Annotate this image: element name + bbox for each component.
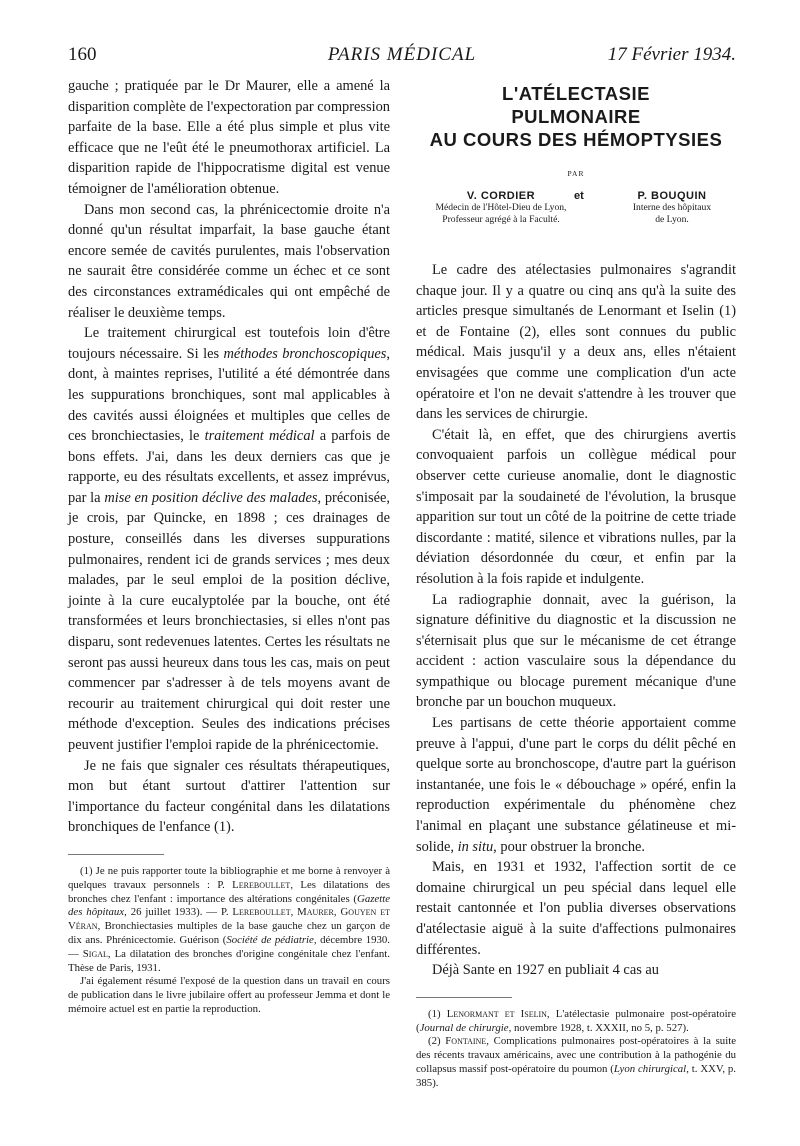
issue-date: 17 Février 1934. — [607, 44, 736, 65]
title-line-2: PULMONAIRE — [511, 106, 641, 127]
author-cordier — [416, 190, 586, 226]
left-paragraph-1: gauche ; pratiquée par le Dr Maurer, elle a amené la disparition complète de l'expectoration par compression parfaite de la base. Elle a été plus simple et plus vite efficace que ne l'eût été le pneumothorax artificiel. La disparition rapide de l'hippocratisme digital est venue témoigner de l'amélioration obtenue. — [68, 78, 390, 197]
text-run: , Complications pulmonaires post-opératoires à la suite des récents travaux américains, avec une contribution à la pathogénie du collapsus massif post-opératoire du poumon ( — [416, 1035, 736, 1075]
text-run: , préconisée, je crois, par Quincke, en 1898 ; ces drainages de posture, conseillés dans les diverses suppurations pulmonaires, rendent ici de grands services ; mes deux malades, par le seul emploi de la position déclive, jointe à la cure eucalyptolée par la bouche, ont été transformées et leurs bronchiectasies, si elles n'ont pas disparu, sont redevenues latentes. Certes les résultats ne seront pas aussi heureux dans tous les cas, mais on peut commencer par s'adresser à de tels moyens avant de recourir au traitement chirurgical qui doit rester une méthode d'exception. Seules des indications précises peuvent justifier l'emploi rapide de la phrénicectomie. — [68, 489, 390, 753]
author-bouquin — [608, 190, 736, 226]
text-run: , 26 juillet 1933). — — [124, 906, 222, 919]
authors-block — [416, 190, 736, 242]
left-paragraph-3 — [68, 323, 390, 755]
footnote-divider — [416, 997, 512, 998]
author-affiliation: Interne des hôpitaux — [632, 202, 712, 213]
smallcaps-run: Fontaine — [445, 1035, 487, 1048]
author-affiliation: de Lyon. — [655, 214, 689, 225]
right-paragraph-6: Déjà Sante en 1927 en publiait 4 cas au — [432, 962, 659, 979]
text-run: (2) — [428, 1035, 446, 1048]
text-run: (1) — [428, 1007, 447, 1020]
page-number: 160 — [68, 44, 97, 65]
running-header — [68, 44, 736, 70]
author-conjunction: et — [574, 190, 584, 202]
right-paragraph-5: Mais, en 1931 et 1932, l'affection sortit de ce domaine chirurgical un peu spécial dans lequel elle restait cantonnée et l'on publia diverses observations d'atélectasie aiguë à la suite d'affections pulmonaires différentes. — [416, 859, 736, 958]
right-footnote-2 — [416, 1035, 736, 1090]
italic-run: in situ — [457, 838, 494, 855]
smallcaps-run: P. Lereboullet, Maurer, Gouyen et Véran — [68, 906, 390, 933]
right-paragraph-1: Le cadre des atélectasies pulmonaires s'agrandit chaque jour. Il y a quatre ou cinq ans qu'à la suite des articles presque simultanés de Lenormant et Iselin (1) et de Fontaine (2), elles sont connues du public médical. Mais jusqu'il y a deux ans, elles n'étaient envisagées que comme une complication d'un acte opératoire et l'on ne devait s'attendre à les trouver que dans les services de chirurgie. — [416, 262, 736, 423]
left-paragraph-4: Je ne fais que signaler ces résultats thérapeutiques, mon but étant surtout d'attirer l'attention sur l'importance du facteur congénital dans les dilatations bronchiques de l'enfance (1). — [68, 757, 390, 836]
italic-run: mise en position déclive des malades — [104, 489, 318, 506]
smallcaps-run: P. Lereboullet — [217, 878, 291, 891]
text-run: (1) Je ne puis rapporter toute la bibliographie et me borne à renvoyer à quelques travaux personnels : — [68, 864, 390, 891]
footnote-divider — [68, 854, 164, 855]
left-footnote-2: J'ai également résumé l'exposé de la question dans un travail en cours de publication dans le livre jubilaire offert au professeur Jemma et dont le mémoire actuel est en partie la reproduction. — [68, 975, 390, 1015]
text-run: , Les dilatations des bronches chez l'enfant : importance des altérations congénitales ( — [68, 878, 390, 905]
right-column — [416, 76, 736, 1091]
italic-run: Journal de chirurgie — [419, 1021, 509, 1034]
text-run: , décembre 1930. — — [68, 933, 391, 960]
text-run: , La dilatation des bronches d'origine congénitale chez l'enfant. Thèse de Paris, 1931. — [68, 947, 390, 974]
author-affiliation: Médecin de l'Hôtel-Dieu de Lyon, — [435, 202, 567, 213]
text-run: , novembre 1928, t. XXXII, no 5, p. 527). — [508, 1021, 689, 1034]
author-name: V. CORDIER — [466, 190, 536, 202]
italic-run: méthodes bronchoscopiques — [223, 345, 387, 362]
journal-title: PARIS MÉDICAL — [327, 44, 477, 65]
text-run: , L'atélectasie pulmonaire post-opératoire ( — [416, 1007, 736, 1034]
title-line-1: L'ATÉLECTASIE — [502, 83, 650, 104]
article-body — [416, 260, 736, 981]
left-paragraph-2: Dans mon second cas, la phrénicectomie droite n'a donné qu'un résultat imparfait, la base gauche étant encore semée de cavités purulentes, mais l'observation ne saurait être considérée comme un échec et ce sont des circonstances extramédicales qui ont empêché de réaliser le deuxième temps. — [68, 201, 390, 321]
article-title — [416, 82, 736, 151]
author-affiliation: Professeur agrégé à la Faculté. — [442, 214, 560, 225]
text-run: Les partisans de cette théorie apportaient comme preuve à l'appui, d'une part le corps du délit pêché en quelque sorte au bronchoscope, d'autre part la guérison instantanée, une fois le « débouchage » opéré, enfin la reproduction expérimentale du phénomène chez l'animal en plaçant une substance gélatineuse et mi-solide, — [416, 715, 736, 855]
left-column — [68, 76, 390, 1017]
smallcaps-run: Lenormant et Iselin — [446, 1007, 547, 1020]
italic-run: Lyon chirurgical — [613, 1062, 687, 1075]
right-paragraph-2: C'était là, en effet, que des chirurgiens avertis convoquaient parfois un collègue médical pour observer cette curieuse anomalie, dont le diagnostic s'imposait par la soudaineté de l'évolution, la brusque apparition sur tout un côté de la poitrine de cette triade discordante : matité, silence et vibrations nulles, par la déviation désordonnée du cœur, et enfin par la résolution à la fois rapide et indulgente. — [416, 426, 736, 587]
author-name: P. BOUQUIN — [637, 190, 707, 202]
italic-run: Société de pédiatrie — [226, 933, 314, 946]
right-paragraph-3: La radiographie donnait, avec la guérison, la signature définitive du diagnostic et la discussion ne s'éternisait plus que sur le mécanisme de cet étrange accident : action vasculaire sous la dépendance du sympathique ou blocage purement mécanique d'une bronche par un bouchon muqueux. — [416, 591, 736, 711]
text-run: , t. XXV, p. 385). — [416, 1062, 736, 1089]
right-footnote-1 — [416, 1008, 736, 1036]
text-run: , dont, à maintes reprises, l'utilité a été démontrée dans les suppurations bronchiques, sont mal applicables à des cavités aussi éloignées et multiples que celles de ces bronchiectasies, le — [68, 345, 390, 445]
text-run: , pour obstruer la bronche. — [493, 838, 646, 855]
text-run: , Bronchiectasies multiples de la base gauche chez un garçon de dix ans. Phrénicectomie. Guérison ( — [68, 920, 390, 946]
text-run: Le traitement chirurgical est toutefois loin d'être toujours nécessaire. Si les — [68, 325, 390, 362]
title-line-3: AU COURS DES HÉMOPTYSIES — [429, 129, 723, 150]
text-run: a parfois de bons effets. J'ai, dans les deux derniers cas que je rapporte, eu des résultats excellents, et assez imprévus, par la — [68, 428, 390, 506]
italic-run: traitement médical — [204, 428, 315, 445]
smallcaps-run: Sigal — [82, 947, 108, 960]
italic-run: Gazette des hôpitaux — [68, 892, 390, 919]
left-footnote-1 — [68, 865, 390, 975]
right-paragraph-4 — [416, 713, 736, 857]
byline-par: PAR — [567, 169, 585, 178]
